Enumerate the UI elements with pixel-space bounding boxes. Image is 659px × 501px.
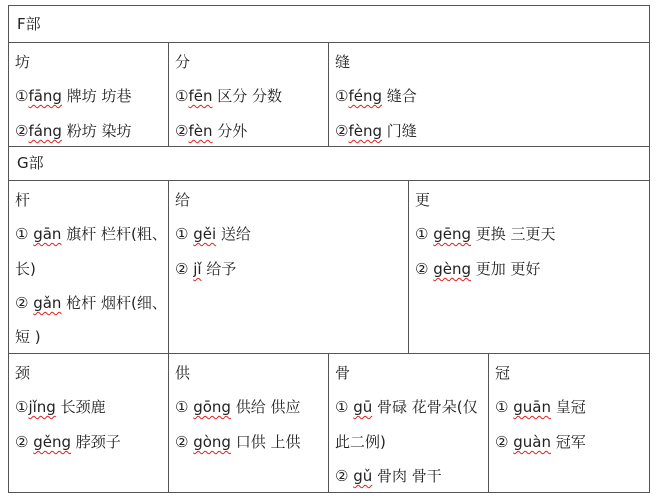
reading-pinyin: fēn — [188, 87, 213, 105]
reading-line — [415, 260, 541, 278]
reading-line — [495, 433, 586, 451]
reading-words: 粉坊 染坊 — [61, 122, 132, 140]
col-divider — [408, 180, 409, 353]
row-divider — [8, 146, 650, 147]
reading-words: 骨肉 骨干 — [372, 467, 442, 485]
section-header-g: G部 — [17, 154, 44, 172]
reading-number: ① — [15, 87, 29, 105]
reading-number: ① — [175, 398, 194, 416]
reading-pinyin: jǐng — [28, 398, 56, 416]
reading-words: 长) — [15, 260, 36, 278]
reading-pinyin: fèng — [348, 122, 382, 140]
reading-number: ② — [175, 260, 194, 278]
reading-pinyin: gān — [33, 225, 62, 243]
row-divider — [8, 353, 650, 354]
section-header-f: F部 — [17, 15, 41, 33]
col-divider — [168, 353, 169, 493]
reading-pinyin: gēng — [433, 225, 471, 243]
reading-words: 旗杆 栏杆(粗、 — [61, 225, 167, 243]
reading-number: ② — [15, 433, 34, 451]
reading-pinyin: gěi — [193, 225, 217, 243]
entry-character: 分 — [175, 53, 191, 71]
col-divider — [328, 42, 329, 146]
reading-pinyin: gěng — [33, 433, 71, 451]
reading-pinyin: gǎn — [33, 294, 62, 312]
reading-words: 此二例) — [335, 433, 386, 451]
reading-words: 分外 — [212, 122, 248, 140]
row-divider — [8, 42, 650, 43]
col-divider — [328, 353, 329, 493]
reading-words: 冠军 — [550, 433, 586, 451]
reading-line — [15, 433, 121, 451]
reading-pinyin: gèng — [433, 260, 471, 278]
reading-words: 枪杆 烟杆(细、 — [61, 294, 167, 312]
reading-pinyin: fáng — [28, 122, 62, 140]
reading-pinyin: gòng — [193, 433, 231, 451]
reading-number: ① — [335, 87, 349, 105]
reading-number: ② — [415, 260, 434, 278]
reading-line — [415, 225, 556, 243]
reading-words: 皇冠 — [550, 398, 586, 416]
reading-number: ② — [175, 122, 189, 140]
entry-character: 更 — [415, 191, 431, 209]
entry-character: 供 — [175, 364, 191, 382]
reading-number: ② — [335, 467, 354, 485]
reading-pinyin: gǔ — [353, 467, 373, 485]
reading-line — [175, 87, 282, 105]
entry-character: 缝 — [335, 53, 351, 71]
col-divider — [168, 42, 169, 146]
reading-line — [15, 398, 106, 416]
reading-number: ② — [175, 433, 194, 451]
reading-words: 长颈鹿 — [55, 398, 106, 416]
reading-words: 牌坊 坊巷 — [61, 87, 132, 105]
reading-line — [335, 87, 417, 105]
reading-line — [175, 398, 301, 416]
reading-number: ② — [495, 433, 514, 451]
reading-pinyin: jǐ — [193, 260, 202, 278]
reading-number: ① — [175, 225, 194, 243]
reading-words: 骨碌 花骨朵(仅 — [372, 398, 478, 416]
reading-line — [175, 225, 251, 243]
reading-number: ② — [15, 294, 34, 312]
reading-number: ① — [15, 225, 34, 243]
reading-words: 更加 更好 — [471, 260, 541, 278]
reading-line — [15, 260, 36, 278]
entry-character: 坊 — [15, 53, 31, 71]
reading-line — [15, 328, 41, 346]
reading-line — [175, 260, 236, 278]
reading-words: 区分 分数 — [212, 87, 283, 105]
reading-line — [335, 398, 478, 416]
reading-pinyin: guān — [513, 398, 551, 416]
reading-words: 给予 — [201, 260, 237, 278]
reading-line — [495, 398, 586, 416]
row-divider — [8, 180, 650, 181]
reading-number: ① — [335, 398, 354, 416]
reading-number: ① — [415, 225, 434, 243]
reading-words: 供给 供应 — [230, 398, 301, 416]
col-divider — [168, 180, 169, 353]
reading-pinyin: guàn — [513, 433, 551, 451]
reading-line — [15, 294, 167, 312]
reading-pinyin: gū — [353, 398, 373, 416]
reading-words: 更换 三更天 — [471, 225, 556, 243]
entry-character: 冠 — [495, 364, 511, 382]
reading-line — [175, 122, 247, 140]
reading-line — [335, 467, 442, 485]
pinyin-table — [8, 5, 650, 493]
reading-line — [335, 433, 386, 451]
reading-line — [175, 433, 301, 451]
reading-line — [15, 87, 132, 105]
reading-number: ② — [15, 122, 29, 140]
reading-words: 送给 — [216, 225, 251, 243]
reading-words: 短 ) — [15, 328, 41, 346]
reading-line — [335, 122, 417, 140]
reading-pinyin: gōng — [193, 398, 231, 416]
reading-line — [15, 225, 167, 243]
reading-pinyin: fāng — [28, 87, 62, 105]
reading-number: ① — [175, 87, 189, 105]
reading-number: ① — [495, 398, 514, 416]
entry-character: 骨 — [335, 364, 351, 382]
entry-character: 杆 — [15, 191, 31, 209]
col-divider — [488, 353, 489, 493]
entry-character: 颈 — [15, 364, 31, 382]
reading-number: ① — [15, 398, 29, 416]
reading-words: 门缝 — [382, 122, 417, 140]
reading-number: ② — [335, 122, 349, 140]
reading-words: 口供 上供 — [230, 433, 301, 451]
reading-pinyin: fèn — [188, 122, 213, 140]
reading-pinyin: féng — [348, 87, 382, 105]
entry-character: 给 — [175, 191, 191, 209]
reading-words: 脖颈子 — [71, 433, 121, 451]
reading-line — [15, 122, 132, 140]
reading-words: 缝合 — [382, 87, 417, 105]
